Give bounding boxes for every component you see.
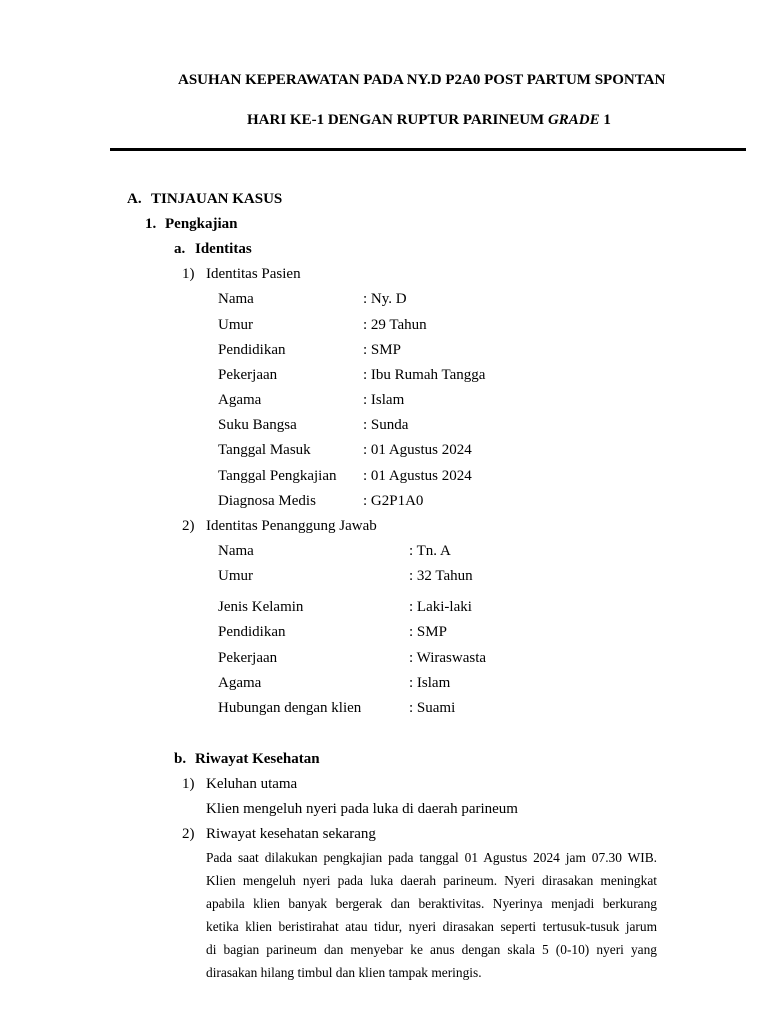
patient-field-value: : Ny. D — [363, 291, 407, 307]
patient-identity-heading: Identitas Pasien — [206, 266, 301, 282]
patient-field-label: Pekerjaan — [218, 367, 278, 383]
paragraph-line: Pada saat dilakukan pengkajian pada tanggal 01 Agustus 2024 jam 07.30 WIB. — [206, 850, 657, 865]
guardian-identity-number: 2) — [182, 518, 195, 534]
patient-field-label: Agama — [218, 392, 262, 408]
guardian-field-label: Pendidikan — [218, 624, 286, 640]
paragraph-line: di bagian parineum dan menyebar ke anus dengan skala 5 (0-10) nyeri yang — [206, 942, 657, 958]
document-title-line1: ASUHAN KEPERAWATAN PADA NY.D P2A0 POST PARTUM SPONTAN — [178, 72, 666, 88]
complaint-text: Klien mengeluh nyeri pada luka di daerah parineum — [206, 801, 518, 817]
complaint-number: 1) — [182, 776, 195, 792]
guardian-field-label: Jenis Kelamin — [218, 599, 304, 615]
patient-field-value: : Ibu Rumah Tangga — [363, 367, 486, 383]
guardian-field-value: : Tn. A — [409, 543, 451, 559]
subsection-a-heading: Identitas — [195, 241, 252, 257]
section-a-heading: TINJAUAN KASUS — [151, 191, 283, 207]
guardian-field-value: : Islam — [409, 675, 451, 691]
patient-field-label: Pendidikan — [218, 342, 286, 358]
guardian-field-label: Pekerjaan — [218, 650, 278, 666]
patient-field-label: Tanggal Pengkajian — [218, 468, 337, 484]
guardian-field-label: Agama — [218, 675, 262, 691]
subsection-a-number: a. — [174, 241, 186, 257]
patient-identity-number: 1) — [182, 266, 195, 282]
guardian-field-value: : Wiraswasta — [409, 650, 487, 666]
guardian-field-label: Nama — [218, 543, 254, 559]
title-divider — [110, 148, 746, 151]
document-title-line2 — [247, 112, 611, 129]
section-a-number: A. — [127, 191, 142, 207]
patient-field-value: : 01 Agustus 2024 — [363, 468, 472, 484]
patient-field-label: Suku Bangsa — [218, 417, 297, 433]
subsection-1-number: 1. — [145, 216, 157, 232]
current-history-number: 2) — [182, 826, 195, 842]
paragraph-line: Klien mengeluh nyeri pada luka daerah parineum. Nyeri dirasakan meningkat — [206, 873, 657, 889]
patient-field-value: : SMP — [363, 342, 401, 358]
guardian-field-value: : Laki-laki — [409, 599, 472, 615]
guardian-field-label: Umur — [218, 568, 253, 584]
title-line2-text: HARI KE-1 DENGAN RUPTUR PARINEUM — [247, 112, 548, 128]
patient-field-value: : Islam — [363, 392, 405, 408]
patient-field-label: Diagnosa Medis — [218, 493, 316, 509]
paragraph-line: dirasakan hilang timbul dan klien tampak meringis. — [206, 965, 482, 981]
title-line2-suffix: 1 — [599, 112, 611, 128]
patient-field-label: Tanggal Masuk — [218, 442, 311, 458]
paragraph-line: apabila klien banyak bergerak dan beraktivitas. Nyerinya menjadi berkurang — [206, 896, 657, 912]
patient-field-value: : 01 Agustus 2024 — [363, 442, 472, 458]
guardian-field-value: : 32 Tahun — [409, 568, 473, 584]
guardian-field-value: : SMP — [409, 624, 447, 640]
patient-field-value: : G2P1A0 — [363, 493, 424, 509]
patient-field-value: : Sunda — [363, 417, 409, 433]
patient-field-label: Umur — [218, 317, 253, 333]
guardian-identity-heading: Identitas Penanggung Jawab — [206, 518, 377, 534]
guardian-field-label: Hubungan dengan klien — [218, 700, 362, 716]
guardian-field-value: : Suami — [409, 700, 456, 716]
paragraph-line: ketika klien beristirahat atau tidur, nyeri dirasakan seperti tertusuk-tusuk jarum — [206, 919, 657, 935]
current-history-heading: Riwayat kesehatan sekarang — [206, 826, 376, 842]
patient-field-label: Nama — [218, 291, 254, 307]
title-line2-italic: GRADE — [547, 112, 600, 128]
patient-field-value: : 29 Tahun — [363, 317, 427, 333]
subsection-b-number: b. — [174, 751, 187, 767]
subsection-b-heading: Riwayat Kesehatan — [195, 751, 320, 767]
current-history-paragraph — [206, 846, 657, 985]
subsection-1-heading: Pengkajian — [165, 216, 238, 232]
complaint-heading: Keluhan utama — [206, 776, 298, 792]
